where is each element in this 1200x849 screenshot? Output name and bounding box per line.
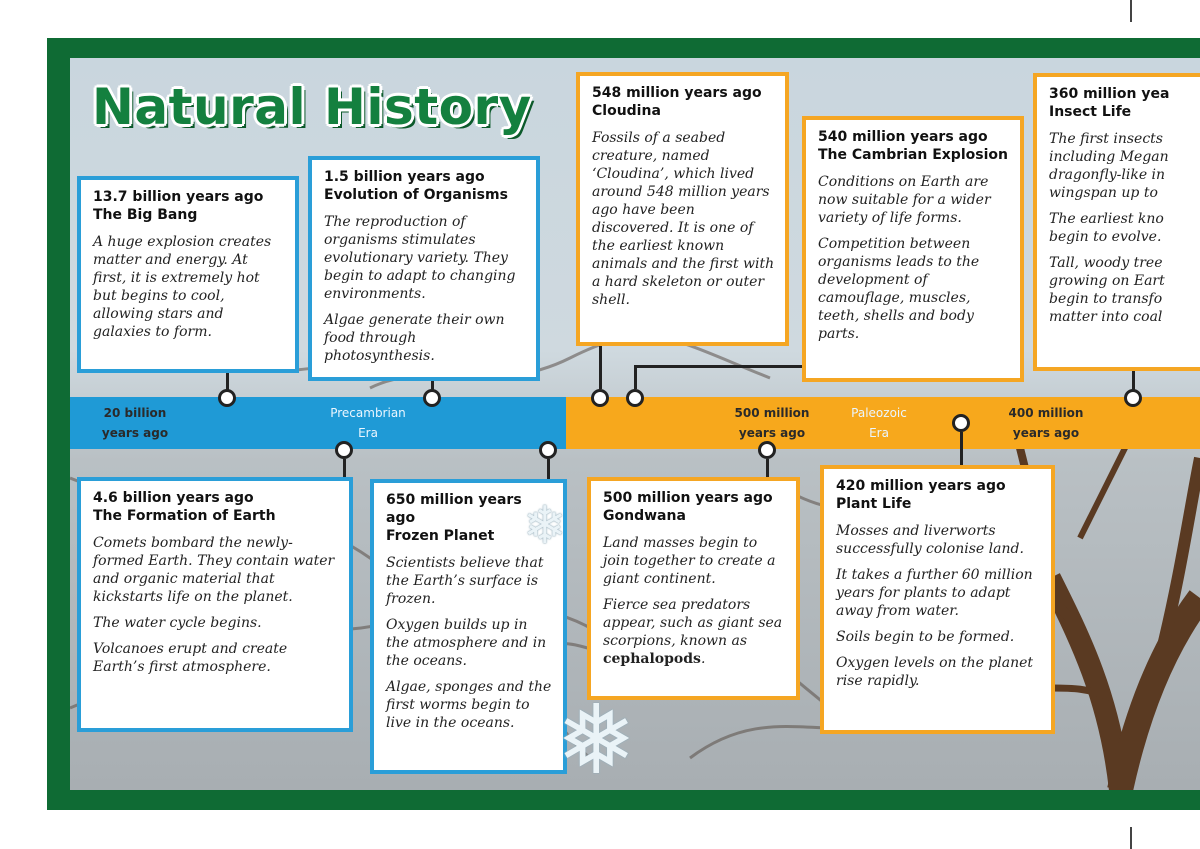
event-text: Algae, sponges and the first worms begin to live in the oceans. <box>386 679 552 731</box>
connector-stem <box>634 365 637 389</box>
event-text: Tall, woody tree growing on Eart begin to transfo matter into coal <box>1049 255 1165 325</box>
event-text: Oxygen levels on the planet rise rapidly. <box>836 655 1034 689</box>
connector-line <box>634 365 804 368</box>
event-card-big-bang <box>77 176 299 373</box>
connector-stem <box>960 432 963 466</box>
timeline-pin <box>626 389 644 407</box>
event-heading: 420 million years ago Plant Life <box>836 478 1006 512</box>
timeline-pin <box>952 414 970 432</box>
event-heading: 1.5 billion years ago Evolution of Organisms <box>324 169 508 203</box>
connector-stem <box>1132 370 1135 390</box>
event-heading: 540 million years ago The Cambrian Explosion <box>818 129 1008 163</box>
event-text: It takes a further 60 million years for plants to adapt away from water. <box>836 567 1033 619</box>
timeline-pin <box>335 441 353 459</box>
event-text: Fierce sea predators appear, such as giant sea scorpions, known as cephalopods. <box>603 597 783 667</box>
event-heading: 500 million years ago Gondwana <box>603 490 773 524</box>
event-text: Land masses begin to join together to create a giant continent. <box>603 535 776 587</box>
connector-stem <box>766 459 769 477</box>
snowflake-icon: ❄ <box>523 496 567 556</box>
event-text: Scientists believe that the Earth’s surface is frozen. <box>386 555 544 607</box>
event-text: The water cycle begins. <box>93 615 262 631</box>
timeline-pin <box>423 389 441 407</box>
event-card-cloudina <box>576 72 789 346</box>
scale-label-20-billion: 20 billion years ago <box>101 406 169 440</box>
event-heading: 4.6 billion years ago The Formation of Earth <box>93 490 276 524</box>
crop-mark-top <box>1130 0 1132 22</box>
event-card-cambrian <box>802 116 1024 382</box>
timeline-pin <box>1124 389 1142 407</box>
event-text: Oxygen builds up in the atmosphere and in the oceans. <box>386 617 547 669</box>
event-text: Algae generate their own food through photosynthesis. <box>324 312 505 364</box>
event-text: A huge explosion creates matter and energy. At first, it is extremely hot but begins to cool, allowing stars and galaxies to form. <box>93 234 272 340</box>
scale-label-400-million: 400 million years ago <box>1008 406 1084 440</box>
timeline-pin <box>218 389 236 407</box>
event-heading: 360 million yea Insect Life <box>1049 86 1170 120</box>
crop-mark-bottom <box>1130 827 1132 849</box>
event-heading: 650 million years ago Frozen Planet <box>386 492 522 544</box>
event-text: The first insects including Megan dragonfly-like in wingspan up to <box>1049 131 1169 201</box>
event-text: Comets bombard the newly-formed Earth. They contain water and organic material that kickstarts life on the planet. <box>93 535 335 605</box>
era-label-paleozoic: Paleozoic Era <box>851 406 907 440</box>
event-text: The earliest kno begin to evolve. <box>1049 211 1164 245</box>
timeline-pin <box>591 389 609 407</box>
event-heading: 548 million years ago Cloudina <box>592 85 762 119</box>
event-text: Mosses and liverworts successfully colonise land. <box>836 523 1024 557</box>
timeline-pin <box>758 441 776 459</box>
connector-stem <box>343 459 346 477</box>
event-card-insect-life <box>1033 73 1200 371</box>
scale-label-500-million: 500 million years ago <box>734 406 810 440</box>
event-card-gondwana <box>587 477 800 700</box>
timeline-pin <box>539 441 557 459</box>
snowflake-icon: ❅ <box>556 684 637 796</box>
event-text: Conditions on Earth are now suitable for a wider variety of life forms. <box>818 174 991 226</box>
event-card-plant-life <box>820 465 1055 734</box>
event-text: Competition between organisms leads to the development of camouflage, muscles, teeth, shells and body parts. <box>818 236 980 342</box>
event-text: Volcanoes erupt and create Earth’s first atmosphere. <box>93 641 288 675</box>
event-text: The reproduction of organisms stimulates evolutionary variety. They begin to adapt to changing environments. <box>324 214 516 302</box>
event-text: Fossils of a seabed creature, named ‘Cloudina’, which lived around 548 million years ago have been discovered. It is one of the earliest known animals and the first with a hard skeleton or outer shell. <box>592 130 775 308</box>
era-label-precambrian: Precambrian Era <box>330 406 406 440</box>
page-title: Natural History <box>92 78 532 136</box>
connector-stem <box>599 346 602 389</box>
event-heading: 13.7 billion years ago The Big Bang <box>93 189 264 223</box>
connector-stem <box>547 459 550 481</box>
event-text: Soils begin to be formed. <box>836 629 1015 645</box>
event-card-evolution <box>308 156 540 381</box>
event-card-formation-of-earth <box>77 477 353 732</box>
